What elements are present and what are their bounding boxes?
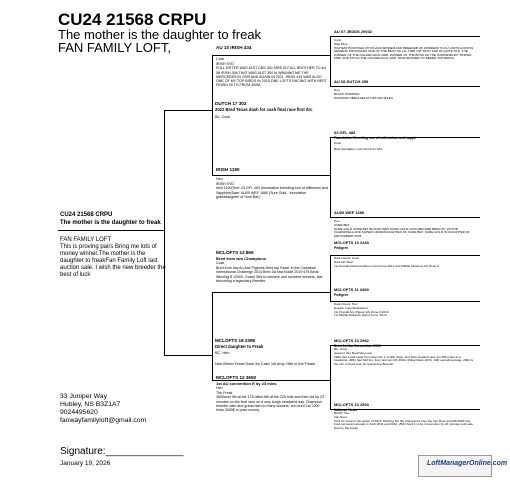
dam-name: MCLOFTS 18 2395 [215,338,256,343]
dd-desc: 1st AU convention E by 23 mins [216,381,277,386]
ddd-color: BC/W, Hen [334,411,350,415]
subject-info [60,237,166,279]
ss-name: AU 10 IRISH 434 [216,45,252,50]
sds-color: Cock [334,141,342,145]
ssd-notes: BLACK DIAMOND DIAMOND NEBULAE1ST CBS 300 MILES [334,92,393,100]
dss-desc: Pedigree [334,246,349,250]
dam-notes: Nick Breed Texas Dash for Cash 1th drop 16th in the Finals. [215,362,316,366]
bracket-sd [330,137,331,217]
sire-desc: 2022 Bred Texas dash for cash final race first drc [215,107,313,112]
sire-color: Bc, Cock [215,115,231,119]
bracket-ss [330,36,331,86]
dam-color: BC, Hen [215,351,230,355]
owner-contact [60,393,146,425]
loft-name: FAN FAMILY LOFT, [58,40,171,55]
dd-name: MCLOFTS 12 3650 [216,375,257,380]
ddd-desc: National News [334,408,358,412]
ddd-name: MCLOFTS 10 2503 [334,402,369,407]
ds-desc: Bred from two Champions [216,256,267,261]
bracket-ds-line [212,292,330,293]
sds-desc: Foundation Breeding son of millennium and sapph [334,136,416,140]
bracket-main [164,110,165,355]
ds-color: Cock [216,261,225,265]
owner-address2: Hubley, NS B3Z1A7 [60,401,121,408]
subject-notes: This is proving pairs Bring me lots of money winner.The mother is the daughter to freakFan Family Loft last auction sale. I wish the new breeder the best of luck [60,244,166,278]
subject-loft: FAN FAMILY LOFT [60,237,112,243]
sd-color: Hen [216,177,223,181]
dd-notes: The Freak 3650won 4th at the 175 miles,8th at the 225 mile and then hid by 23 minutes on the final race on a very tough headwind day. Champion breeder dam and grand dam to many winners. son bred 1st 2200 birds 3000$ in prize money. [216,391,325,413]
page-title: CU24 21568 CRPU [58,10,207,29]
bracket-subject-line [58,230,164,231]
print-date: January 19, 2026 [60,460,111,467]
dam-desc: Direct daughter to Freak [215,344,264,349]
ds-name: MCLOFTS 13 865 [216,250,254,255]
bracket-dam [212,292,213,380]
dds-color: BC, Cock [334,347,348,351]
subject-name: CU24 21568 CRPU [60,212,113,218]
owner-phone: 9024495620 [60,409,98,416]
dds-desc: Bred 1st Au Convention 2012 [334,344,381,348]
loftmanager-logo [418,455,508,477]
page-subtitle: The mother is the daughter to freak [58,27,262,42]
bracket-sdd-line [330,217,480,218]
owner-address1: 33 Juniper Way [60,393,107,400]
owner-email[interactable]: fanwayfamilyloft@gmail.com [60,417,147,424]
bracket-sd-line [212,175,330,176]
sdd-color: Hen [334,219,340,223]
bracket-sire [212,55,213,175]
dd-color: Hen [216,386,223,390]
bracket-dd [330,345,331,409]
dds-notes: Gassert Van Reet/Van Loon 2962 had a half sister from dam win 1 st 200 miles, 2nd New england race 1st 350 miles to a headwind. 2962 had half bro, from sire win 6th 300mi Dollar Race 2013, 14th overall Average. 2962 is the sire to freak and 1st Iperial Ace Breeder [334,351,474,366]
dss-name: MCLOFTS 10 2433 [334,240,369,245]
bracket-ds [330,255,331,301]
ssd-name: AU 08 DUTCH 459 [334,79,369,84]
bracket-dam-line [164,355,212,356]
dsd-desc: Pedigree [334,293,349,297]
bracket-sire-line [164,110,212,111]
ssd-color: Hen [334,88,340,92]
bracket-ss-line [212,55,330,56]
dss-notes: Dad Van Reet 1st Overall Distance Racer Concourse 2012 2nd Middle Distance AU Zone 6 [334,260,439,268]
ss-notes: IRISH SYD FULL SISTER WAS 61ST CBS 300 SIRE IS FULL BROTHER TO AU 08 IRISH 306 THAT WAS 61ST 300 M WINNING ME THE MERCEDES IN 2009 AND AGAIN IN 2011. IRISH 434 WAS ALSO ONE OF MY TOP BIRDS IN 2010 ONE LOFTS RACING WITH BEST FINISH 16 TH FROM 300M. [216,62,327,88]
signature-line: Signature:______________ [60,446,184,457]
sss-color: Cock [334,38,342,42]
sds-name: 03 GFL 483 [334,130,356,135]
sd-notes: IRISH SYD Irish 1190(Sire: 03 GFL 483 (foundation breeding son of Millenium and Sapphire(Dam: AU05 WEF 1680 (Sure Gold - foundation granddaughter of Sure Bet) [216,182,328,199]
sds-notes: Best foundation cock bird from GFL [334,147,383,151]
sdd-notes: SURE BET SURE GOLD SURE BET BLOODLINES SURE GOLD AU03 WEF1680 BRED BY VICTOR VALENZUELA AND SUPER GRANDDAUGHTER OF SURE BET. SURE GOLD IS DAUGHTER OF MR HAMMER 0078. [334,223,471,238]
ss-color: Cock [216,57,225,61]
bracket-sss-line [330,36,480,37]
dsd-name: MCLOFTS 11 3499 [334,287,369,292]
sire-name: DUTCH 17 302 [215,101,247,106]
bracket-ssd-line [330,86,480,87]
logo-text: LoftManagerOnline.com [427,460,508,467]
sdd-name: AU05 WEF 1680 [334,210,365,215]
dds-name: MCLOFTS 10 2962 [334,338,369,343]
dsd-notes: Dragon Imperial/Gassert 1st Overall Ace Pigeon AU Zone 6 2013. 1st Middle Distance Racer Conv. 2013. [334,306,390,318]
ddd-notes: Van Reet bred for stock in the winter of 2010. Nothing but the champions from the van Reet and M0.2603 has bred top racers already in both 2011 and 2012. 2503 bred 1 st Au Convention by 23 minutes sold sale. Dam to the Freak [334,415,474,430]
dsd-color: Dark Check, Hen [334,302,358,306]
dss-color: Dark Check, Cock [334,256,359,260]
sss-notes: Was Mine HIGHEST BOOSTER-4TH PLACE WINNER AND BREEDER OF WINNERS TO AU LIMITS ACROSS SEVERAL PROVINCES ONE OF THE BEST OF ALL TIME 1ST SPOT SAD 06 QUITE OLD. THE WINNER OF THE GOLDEN EGG 2008. WINNER OF THE BOSS OF THE HAWKESBURY SPRING 2009. AND 5TH IN THE GOLDEN EGG 2009. NOW RETIRED TO BREED TOP BIRDS. [334,42,474,61]
sd-name: IRISH 1190 [216,167,240,172]
ds-notes: Bred from tow Au Ace Pigeons Bred top Racer in the Canadian International Challenge 2014 Bred 1st fast Eddie 2019 475 Birds Winning $ 10000. Grand Sire to winners and combine winners, fast becoming a legendary Breeder. [216,266,323,283]
subject-desc: The mother is the daughter to freak [60,220,161,226]
sss-name: AU 07 JEDDS 29032 [334,29,373,34]
